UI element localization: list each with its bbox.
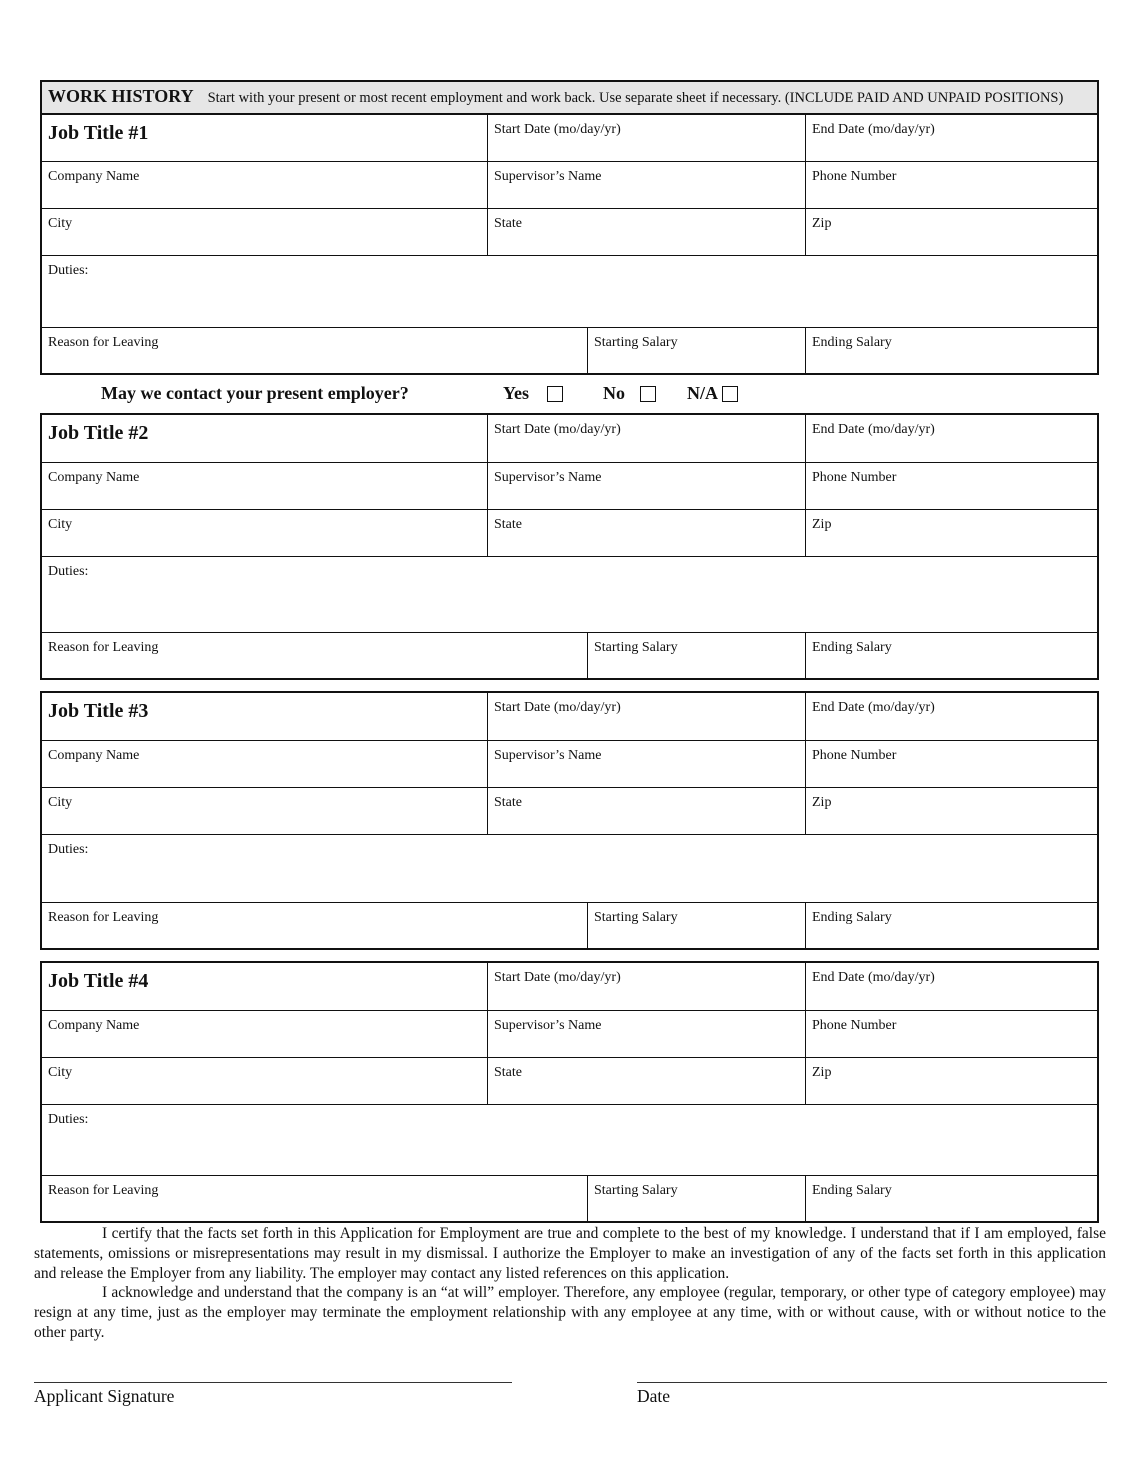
end-date-field[interactable]	[805, 415, 1097, 462]
start-date-field[interactable]	[487, 693, 805, 740]
zip-field[interactable]	[805, 209, 1097, 255]
duties-field[interactable]	[42, 1105, 1097, 1175]
end-date-field[interactable]	[805, 115, 1097, 161]
zip-field-label: Zip	[812, 517, 832, 532]
starting-salary-field[interactable]	[587, 328, 805, 375]
starting-salary-field-label: Starting Salary	[594, 640, 678, 655]
company-name-field-label: Company Name	[48, 748, 140, 763]
end-date-field-label: End Date (mo/day/yr)	[812, 970, 935, 985]
job-title-row	[42, 963, 1097, 1010]
supervisor-name-field-label: Supervisor’s Name	[494, 748, 602, 763]
date-signature-line[interactable]	[637, 1382, 1107, 1383]
job-title-field[interactable]	[42, 115, 487, 161]
leaving-row	[42, 327, 1097, 375]
start-date-field-label: Start Date (mo/day/yr)	[494, 970, 621, 985]
end-date-field-label: End Date (mo/day/yr)	[812, 700, 935, 715]
certification-text	[34, 1224, 1106, 1343]
ending-salary-field[interactable]	[805, 903, 1097, 950]
phone-number-field-label: Phone Number	[812, 470, 897, 485]
duties-field[interactable]	[42, 256, 1097, 327]
company-row	[42, 161, 1097, 208]
job-title-row	[42, 415, 1097, 462]
contact-yes-checkbox[interactable]	[547, 386, 563, 402]
company-row	[42, 462, 1097, 509]
address-row	[42, 787, 1097, 834]
applicant-signature-label: Applicant Signature	[34, 1386, 175, 1406]
duties-row	[42, 556, 1097, 632]
start-date-field[interactable]	[487, 963, 805, 1010]
job-block-1	[40, 113, 1099, 375]
state-field[interactable]	[487, 788, 805, 834]
starting-salary-field[interactable]	[587, 903, 805, 950]
city-field[interactable]	[42, 788, 487, 834]
reason-for-leaving-field[interactable]	[42, 1176, 587, 1223]
starting-salary-field[interactable]	[587, 1176, 805, 1223]
job-block-2	[40, 413, 1099, 680]
ending-salary-field-label: Ending Salary	[812, 910, 892, 925]
zip-field-label: Zip	[812, 1065, 832, 1080]
leaving-row	[42, 902, 1097, 950]
applicant-signature-line[interactable]	[34, 1382, 512, 1383]
state-field-label: State	[494, 795, 522, 810]
reason-for-leaving-field-label: Reason for Leaving	[48, 1183, 159, 1198]
job-title-row	[42, 115, 1097, 161]
reason-for-leaving-field-label: Reason for Leaving	[48, 910, 159, 925]
contact-no-label: No	[603, 383, 625, 403]
certification-paragraph-1: I certify that the facts set forth in this Application for Employment are true and complete to the best of my knowledge. I understand that if I am employed, false statements, omissions or misrepresentations may result in my dismissal. I authorize the Employer to make an investigation of any of the facts set forth in this application and release the Employer from any liability. The employer may contact any listed references on this application.	[34, 1225, 1106, 1282]
start-date-field[interactable]	[487, 115, 805, 161]
section-instructions: Start with your present or most recent employment and work back. Use separate sheet if necessary. (INCLUDE PAID AND UNPAID POSITIONS)	[207, 90, 1064, 106]
phone-number-field[interactable]	[805, 1011, 1097, 1057]
phone-number-field-label: Phone Number	[812, 1018, 897, 1033]
supervisor-name-field[interactable]	[487, 463, 805, 509]
phone-number-field[interactable]	[805, 162, 1097, 208]
start-date-field-label: Start Date (mo/day/yr)	[494, 422, 621, 437]
duties-field-label: Duties:	[48, 1112, 89, 1127]
reason-for-leaving-field-label: Reason for Leaving	[48, 335, 159, 350]
supervisor-name-field[interactable]	[487, 741, 805, 787]
date-label: Date	[637, 1386, 671, 1406]
state-field[interactable]	[487, 209, 805, 255]
company-name-field-label: Company Name	[48, 470, 140, 485]
ending-salary-field[interactable]	[805, 1176, 1097, 1223]
duties-field[interactable]	[42, 557, 1097, 632]
starting-salary-field[interactable]	[587, 633, 805, 680]
duties-row	[42, 255, 1097, 327]
ending-salary-field-label: Ending Salary	[812, 335, 892, 350]
start-date-field-label: Start Date (mo/day/yr)	[494, 122, 621, 137]
supervisor-name-field-label: Supervisor’s Name	[494, 169, 602, 184]
starting-salary-field-label: Starting Salary	[594, 1183, 678, 1198]
job-title-field-label: Job Title #1	[48, 122, 149, 144]
job-title-field[interactable]	[42, 415, 487, 462]
reason-for-leaving-field-label: Reason for Leaving	[48, 640, 159, 655]
address-row	[42, 1057, 1097, 1104]
contact-na-checkbox[interactable]	[722, 386, 738, 402]
contact-yes-label: Yes	[503, 383, 529, 403]
state-field-label: State	[494, 517, 522, 532]
job-title-field-label: Job Title #4	[48, 970, 149, 992]
end-date-field-label: End Date (mo/day/yr)	[812, 122, 935, 137]
starting-salary-field-label: Starting Salary	[594, 335, 678, 350]
state-field[interactable]	[487, 510, 805, 556]
work-history-header	[40, 80, 1099, 115]
job-title-row	[42, 693, 1097, 740]
contact-no-checkbox[interactable]	[640, 386, 656, 402]
job-title-field-label: Job Title #3	[48, 700, 149, 722]
end-date-field-label: End Date (mo/day/yr)	[812, 422, 935, 437]
start-date-field-label: Start Date (mo/day/yr)	[494, 700, 621, 715]
certification-paragraph-2: I acknowledge and understand that the company is an “at will” employer. Therefore, any employee (regular, temporary, or other type of category employee) may resign at any time, just as the employer may terminate the employment relationship with any employee at any time, with or without cause, with or without notice to the other party.	[34, 1284, 1106, 1341]
zip-field-label: Zip	[812, 795, 832, 810]
city-field[interactable]	[42, 510, 487, 556]
city-field-label: City	[48, 795, 73, 810]
reason-for-leaving-field[interactable]	[42, 903, 587, 950]
city-field-label: City	[48, 517, 73, 532]
duties-field-label: Duties:	[48, 263, 89, 278]
leaving-row	[42, 1175, 1097, 1223]
address-row	[42, 509, 1097, 556]
company-name-field-label: Company Name	[48, 1018, 140, 1033]
duties-field-label: Duties:	[48, 564, 89, 579]
job-title-field[interactable]	[42, 693, 487, 740]
phone-number-field-label: Phone Number	[812, 169, 897, 184]
duties-row	[42, 1104, 1097, 1175]
state-field-label: State	[494, 1065, 522, 1080]
company-name-field[interactable]	[42, 1011, 487, 1057]
zip-field[interactable]	[805, 788, 1097, 834]
city-field-label: City	[48, 1065, 73, 1080]
company-name-field[interactable]	[42, 741, 487, 787]
supervisor-name-field-label: Supervisor’s Name	[494, 1018, 602, 1033]
company-row	[42, 1010, 1097, 1057]
duties-row	[42, 834, 1097, 902]
duties-field-label: Duties:	[48, 842, 89, 857]
company-row	[42, 740, 1097, 787]
ending-salary-field[interactable]	[805, 633, 1097, 680]
section-title: WORK HISTORY	[48, 86, 194, 106]
job-block-3	[40, 691, 1099, 950]
job-title-field-label: Job Title #2	[48, 422, 149, 444]
zip-field-label: Zip	[812, 216, 832, 231]
ending-salary-field-label: Ending Salary	[812, 1183, 892, 1198]
supervisor-name-field[interactable]	[487, 162, 805, 208]
city-field-label: City	[48, 216, 73, 231]
duties-field[interactable]	[42, 835, 1097, 902]
end-date-field[interactable]	[805, 963, 1097, 1010]
end-date-field[interactable]	[805, 693, 1097, 740]
phone-number-field-label: Phone Number	[812, 748, 897, 763]
leaving-row	[42, 632, 1097, 680]
city-field[interactable]	[42, 209, 487, 255]
supervisor-name-field-label: Supervisor’s Name	[494, 470, 602, 485]
contact-na-label: N/A	[687, 383, 718, 403]
zip-field[interactable]	[805, 1058, 1097, 1104]
reason-for-leaving-field[interactable]	[42, 328, 587, 375]
zip-field[interactable]	[805, 510, 1097, 556]
contact-question: May we contact your present employer?	[101, 383, 409, 403]
city-field[interactable]	[42, 1058, 487, 1104]
phone-number-field[interactable]	[805, 741, 1097, 787]
state-field-label: State	[494, 216, 522, 231]
starting-salary-field-label: Starting Salary	[594, 910, 678, 925]
job-title-field[interactable]	[42, 963, 487, 1010]
company-name-field[interactable]	[42, 463, 487, 509]
ending-salary-field-label: Ending Salary	[812, 640, 892, 655]
phone-number-field[interactable]	[805, 463, 1097, 509]
company-name-field-label: Company Name	[48, 169, 140, 184]
start-date-field[interactable]	[487, 415, 805, 462]
state-field[interactable]	[487, 1058, 805, 1104]
company-name-field[interactable]	[42, 162, 487, 208]
reason-for-leaving-field[interactable]	[42, 633, 587, 680]
ending-salary-field[interactable]	[805, 328, 1097, 375]
address-row	[42, 208, 1097, 255]
supervisor-name-field[interactable]	[487, 1011, 805, 1057]
job-block-4	[40, 961, 1099, 1223]
